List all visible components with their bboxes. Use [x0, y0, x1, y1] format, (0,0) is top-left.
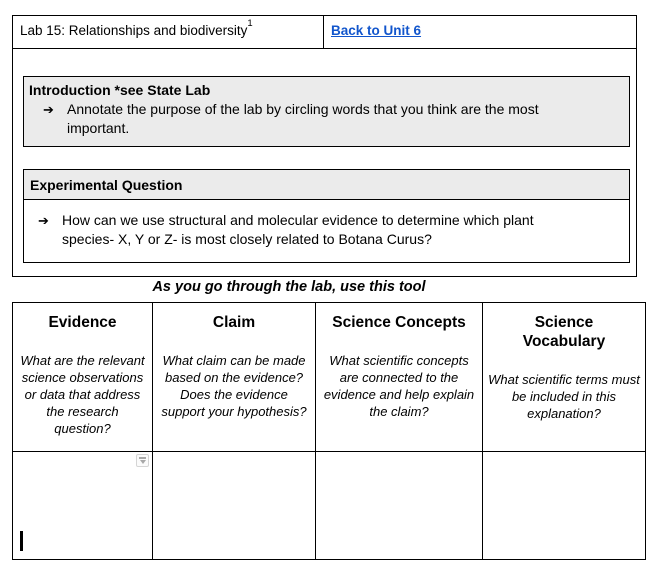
tool-table-body-row	[13, 452, 645, 559]
column-header-evidence	[13, 303, 153, 451]
footnote-superscript: 1	[247, 17, 253, 29]
column-title: Science Vocabulary	[522, 314, 606, 350]
column-header-science-vocabulary	[483, 303, 645, 451]
experimental-question-bullet	[24, 211, 629, 249]
doc-title: Lab 15: Relationships and biodiversity	[20, 23, 248, 38]
experimental-question-box	[23, 169, 630, 263]
experimental-question-body	[24, 200, 629, 262]
arrow-bullet-icon: ➔	[43, 102, 54, 117]
introduction-box	[23, 76, 630, 147]
column-description: What scientific concepts are connected to the evidence and help explain the claim?	[323, 353, 475, 419]
science-vocabulary-input-cell[interactable]	[483, 452, 645, 559]
header-table-row	[13, 16, 636, 49]
header-table-body-cell	[13, 76, 636, 303]
introduction-heading: Introduction *see State Lab	[29, 82, 211, 98]
tool-table-caption: As you go through the lab, use this tool	[152, 279, 426, 295]
doc-title-cell	[13, 16, 324, 48]
back-link-cell	[324, 16, 636, 48]
column-title: Claim	[212, 314, 256, 331]
column-title: Evidence	[48, 314, 117, 331]
header-table	[12, 15, 637, 277]
column-title: Science Concepts	[332, 314, 466, 331]
science-concepts-input-cell[interactable]	[316, 452, 483, 559]
column-description: What claim can be made based on the evidence? Does the evidence support your hypothesis?	[161, 353, 307, 419]
introduction-bullet-text: Annotate the purpose of the lab by circling words that you think are the most important.	[67, 101, 539, 136]
table-cell-dropdown-icon[interactable]	[136, 454, 149, 467]
claim-input-cell[interactable]	[153, 452, 316, 559]
experimental-question-bullet-text: How can we use structural and molecular evidence to determine which plant species- X, Y or Z- is most closely related to Botana Curus?	[62, 212, 534, 247]
tool-table-header-row	[13, 303, 645, 452]
experimental-question-heading: Experimental Question	[24, 170, 629, 200]
tool-table	[12, 302, 646, 560]
column-description: What are the relevant science observations or data that address the research question?	[20, 353, 145, 436]
chevron-down-icon	[140, 460, 146, 464]
arrow-bullet-icon: ➔	[38, 213, 49, 228]
column-header-science-concepts	[316, 303, 483, 451]
evidence-input-cell[interactable]	[13, 452, 153, 559]
column-description: What scientific terms must be included in this explanation?	[488, 372, 640, 421]
back-to-unit-link[interactable]: Back to Unit 6	[331, 23, 422, 38]
introduction-bullet	[29, 100, 621, 138]
text-cursor-caret	[20, 531, 23, 551]
column-header-claim	[153, 303, 316, 451]
